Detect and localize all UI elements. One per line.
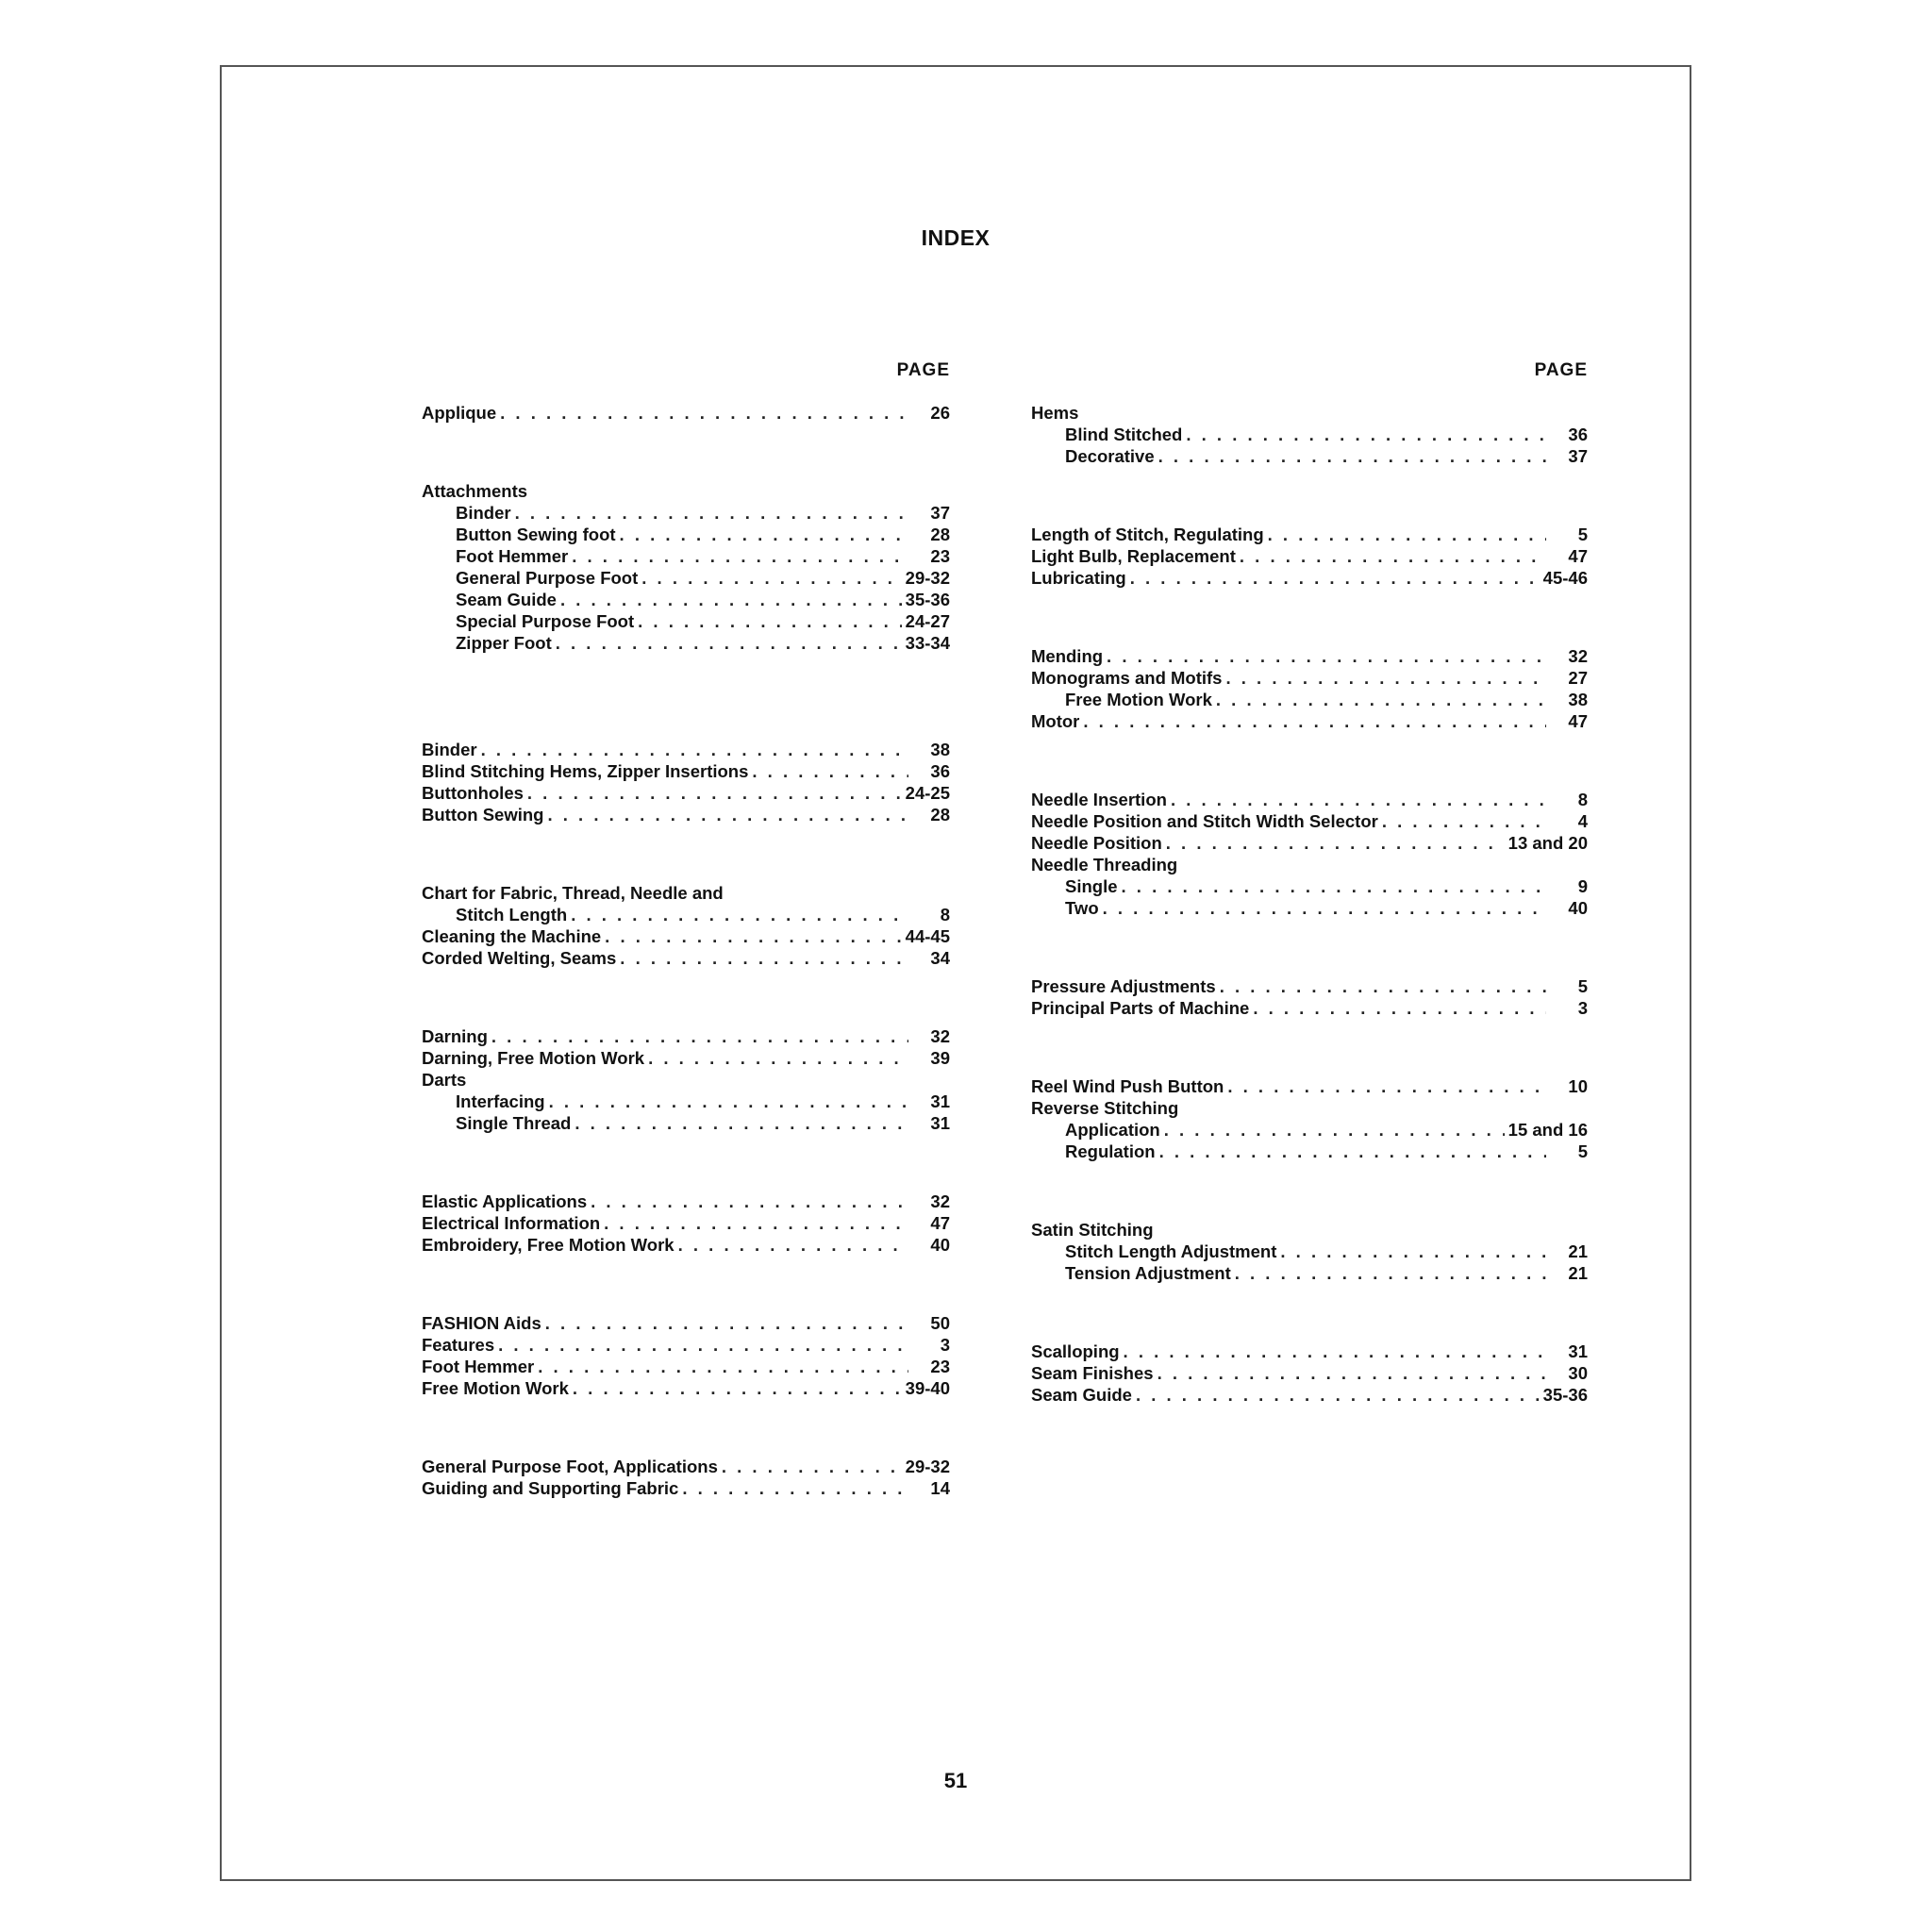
index-subentry: General Purpose Foot . . . 29-32 — [422, 567, 950, 589]
page-column-header-left: PAGE — [896, 360, 950, 380]
index-entry: Foot Hemmer . . . 23 — [422, 1356, 950, 1377]
index-heading: Darts — [422, 1070, 467, 1090]
index-entry: Seam Finishes . . . 30 — [1031, 1362, 1588, 1384]
index-column-left — [422, 360, 950, 1499]
index-entry: Button Sewing . . . 28 — [422, 804, 950, 825]
index-heading: Reverse Stitching — [1031, 1098, 1179, 1118]
index-entry: Cleaning the Machine . . . 44-45 — [422, 925, 950, 947]
index-page — [220, 65, 1691, 1881]
index-subentry: Foot Hemmer . . . 23 — [422, 545, 950, 567]
index-heading: Hems — [1031, 403, 1079, 423]
index-subentry: Button Sewing foot . . . 28 — [422, 524, 950, 545]
index-entry: Features . . . 3 — [422, 1334, 950, 1356]
index-entry: Mending . . . 32 — [1031, 645, 1588, 667]
index-subentry: Free Motion Work . . . 38 — [1031, 689, 1588, 710]
index-entry: Length of Stitch, Regulating . . . 5 — [1031, 524, 1588, 545]
index-entry: Darning, Free Motion Work . . . 39 — [422, 1047, 950, 1069]
index-entry: Monograms and Motifs . . . 27 — [1031, 667, 1588, 689]
index-entry: Scalloping . . . 31 — [1031, 1341, 1588, 1362]
index-entry: Guiding and Supporting Fabric . . . 14 — [422, 1477, 950, 1499]
index-subentry: Stitch Length Adjustment . . . 21 — [1031, 1241, 1588, 1262]
index-entry: General Purpose Foot, Applications . . . 29-32 — [422, 1456, 950, 1477]
index-entry: Applique . . . 26 — [422, 402, 950, 424]
index-entry: Reel Wind Push Button . . . 10 — [1031, 1075, 1588, 1097]
index-subentry: Seam Guide . . . 35-36 — [422, 589, 950, 610]
index-heading: Chart for Fabric, Thread, Needle and — [422, 883, 724, 903]
index-entry: Free Motion Work . . . 39-40 — [422, 1377, 950, 1399]
index-entry: Seam Guide . . . 35-36 — [1031, 1384, 1588, 1406]
index-entry: Needle Position . . . 13 and 20 — [1031, 832, 1588, 854]
index-entry: Light Bulb, Replacement . . . 47 — [1031, 545, 1588, 567]
index-entry: Binder . . . 38 — [422, 739, 950, 760]
index-heading: Attachments — [422, 481, 528, 501]
index-entry: Blind Stitching Hems, Zipper Insertions . . . 36 — [422, 760, 950, 782]
page-number: 51 — [943, 1769, 968, 1792]
index-subentry: Decorative . . . 37 — [1031, 445, 1588, 467]
index-subentry: Regulation . . . 5 — [1031, 1141, 1588, 1162]
index-column-right — [1031, 360, 1588, 1406]
index-subentry: Two . . . 40 — [1031, 897, 1588, 919]
page-title: INDEX — [921, 225, 991, 250]
index-subentry: Interfacing . . . 31 — [422, 1091, 950, 1112]
index-entry: FASHION Aids . . . 50 — [422, 1312, 950, 1334]
index-heading: Needle Threading — [1031, 855, 1178, 874]
page-column-header-right: PAGE — [1534, 360, 1588, 380]
index-entry: Embroidery, Free Motion Work . . . 40 — [422, 1234, 950, 1256]
index-subentry: Application . . . 15 and 16 — [1031, 1119, 1588, 1141]
index-subentry: Single . . . 9 — [1031, 875, 1588, 897]
index-subentry: Zipper Foot . . . 33-34 — [422, 632, 950, 654]
index-entry: Buttonholes . . . 24-25 — [422, 782, 950, 804]
index-entry: Lubricating . . . 45-46 — [1031, 567, 1588, 589]
index-entry: Electrical Information . . . 47 — [422, 1212, 950, 1234]
index-subentry: Blind Stitched . . . 36 — [1031, 424, 1588, 445]
index-subentry: Tension Adjustment . . . 21 — [1031, 1262, 1588, 1284]
index-entry: Darning . . . 32 — [422, 1025, 950, 1047]
index-entry: Corded Welting, Seams . . . 34 — [422, 947, 950, 969]
index-entry: Needle Insertion . . . 8 — [1031, 789, 1588, 810]
index-entry: Pressure Adjustments . . . 5 — [1031, 975, 1588, 997]
index-subentry: Stitch Length . . . 8 — [422, 904, 950, 925]
index-entry: Motor . . . 47 — [1031, 710, 1588, 732]
index-entry: Elastic Applications . . . 32 — [422, 1191, 950, 1212]
index-subentry: Binder . . . 37 — [422, 502, 950, 524]
index-heading: Satin Stitching — [1031, 1220, 1154, 1240]
index-subentry: Special Purpose Foot . . . 24-27 — [422, 610, 950, 632]
index-subentry: Single Thread . . . 31 — [422, 1112, 950, 1134]
index-entry: Needle Position and Stitch Width Selector . . . 4 — [1031, 810, 1588, 832]
index-entry: Principal Parts of Machine . . . 3 — [1031, 997, 1588, 1019]
